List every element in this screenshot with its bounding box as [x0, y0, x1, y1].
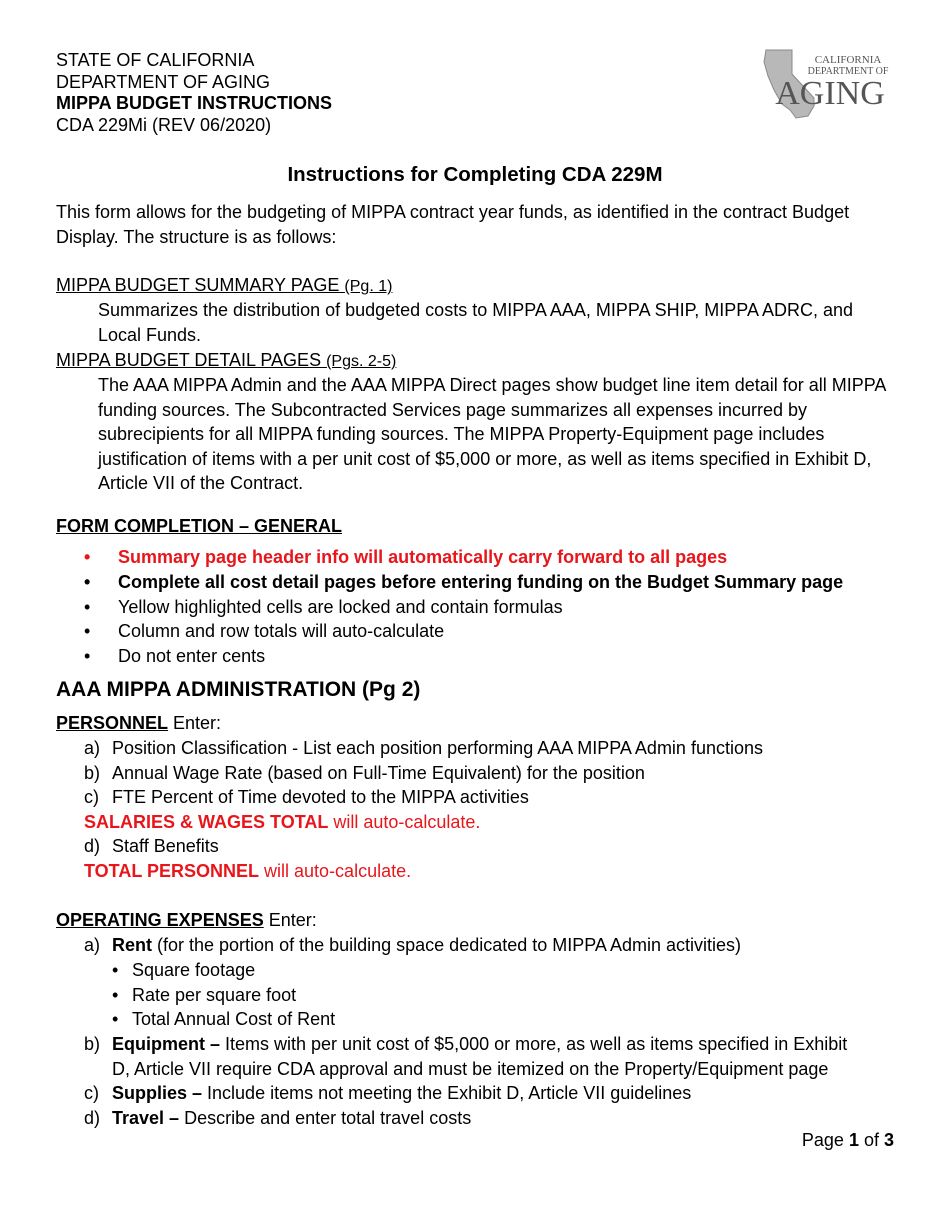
list-item: • Column and row totals will auto-calculate: [84, 619, 843, 644]
summary-heading-text: MIPPA BUDGET SUMMARY PAGE: [56, 275, 340, 295]
salaries-total-label: SALARIES & WAGES TOTAL: [84, 811, 329, 832]
list-item: • Summary page header info will automatically carry forward to all pages: [84, 545, 843, 570]
personnel-enter: Enter:: [168, 713, 222, 733]
operating-list-rest: [84, 1032, 847, 1130]
logo-text-main: AGING: [775, 75, 885, 112]
list-item: • Complete all cost detail pages before entering funding on the Budget Summary page: [84, 570, 843, 595]
list-item: [84, 834, 763, 859]
list-text: Staff Benefits: [112, 836, 219, 857]
list-label: b): [84, 762, 101, 783]
travel-label: Travel –: [112, 1107, 180, 1128]
header-form-number: CDA 229Mi (REV 06/2020): [56, 114, 272, 135]
supplies-label: Supplies –: [112, 1083, 203, 1104]
personnel-list: [84, 736, 763, 884]
list-text: Position Classification - List each position performing AAA MIPPA Admin functions: [112, 738, 763, 758]
summary-heading: [56, 273, 392, 300]
total-personnel-rest: will auto-calculate.: [259, 860, 412, 881]
list-label: b): [84, 1034, 101, 1054]
cda-logo: [752, 46, 892, 122]
list-item: [84, 1032, 847, 1057]
header-department: DEPARTMENT OF AGING: [56, 71, 271, 92]
salaries-total-rest: will auto-calculate.: [328, 811, 481, 832]
logo-text-top: CALIFORNIA: [814, 54, 882, 66]
operating-enter: Enter:: [263, 910, 317, 930]
list-item: [84, 1081, 847, 1106]
page-word: Page: [801, 1130, 849, 1150]
total-personnel-label: TOTAL PERSONNEL: [84, 860, 260, 881]
rent-text: (for the portion of the building space dedicated to MIPPA Admin activities): [152, 935, 741, 955]
list-text: FTE Percent of Time devoted to the MIPPA activities: [112, 787, 529, 808]
page-current: 1: [848, 1130, 859, 1150]
california-state-icon: [752, 46, 892, 122]
list-item: • Total Annual Cost of Rent: [112, 1007, 335, 1032]
page-of: of: [858, 1130, 884, 1150]
list-item: • Yellow highlighted cells are locked and contain formulas: [84, 595, 843, 620]
operating-heading: [56, 908, 317, 933]
detail-heading: [56, 348, 396, 375]
list-label: a): [84, 738, 101, 758]
list-item: • Rate per square foot: [112, 983, 335, 1008]
list-item: [84, 1106, 847, 1131]
rent-label: Rent: [112, 935, 152, 955]
list-item: [84, 933, 741, 958]
logo-text-mid: DEPARTMENT OF: [807, 66, 889, 77]
header-state: STATE OF CALIFORNIA: [56, 50, 255, 70]
list-item: • Square footage: [112, 958, 335, 983]
total-personnel-note: [84, 859, 763, 884]
detail-heading-text: MIPPA BUDGET DETAIL PAGES: [56, 350, 322, 370]
rent-sublist: [112, 958, 335, 1032]
operating-heading-text: OPERATING EXPENSES: [56, 910, 264, 930]
page-total: 3: [883, 1130, 894, 1150]
intro-paragraph: This form allows for the budgeting of MIPPA contract year funds, as identified in the contract Budget Display. The structure is as follows:: [56, 202, 850, 247]
operating-list-rent: [84, 933, 741, 958]
list-item: [84, 736, 763, 761]
detail-text: The AAA MIPPA Admin and the AAA MIPPA Direct pages show budget line item detail for all MIPPA funding sources. The Subcontracted Services page summarizes all expenses incurred by subrecipients for all MIPPA funding sources. The MIPPA Property-Equipment page includes justification of items with a per unit cost of $5,000 or more, as well as items specified in Exhibit D, Article VII of the Contract.: [98, 375, 886, 493]
list-text: Annual Wage Rate (based on Full-Time Equivalent) for the position: [112, 762, 645, 783]
list-label: d): [84, 1107, 101, 1128]
detail-heading-pages: (Pgs. 2-5): [326, 353, 397, 370]
header-doc-title: MIPPA BUDGET INSTRUCTIONS: [56, 93, 333, 113]
list-label: c): [84, 787, 99, 808]
list-item-continuation: [84, 1057, 847, 1082]
list-item: [84, 761, 763, 786]
equipment-label: Equipment –: [112, 1034, 221, 1054]
personnel-heading-text: PERSONNEL: [56, 713, 169, 733]
page-title: Instructions for Completing CDA 229M: [287, 163, 663, 186]
list-label: d): [84, 836, 101, 857]
list-item: [84, 785, 763, 810]
document-header: [56, 50, 332, 136]
admin-section-heading: AAA MIPPA ADMINISTRATION (Pg 2): [56, 678, 421, 701]
equipment-text: Items with per unit cost of $5,000 or more, as well as items specified in Exhibit: [220, 1034, 848, 1054]
list-label: a): [84, 935, 101, 955]
salaries-total-note: [84, 810, 763, 835]
equipment-text-cont: D, Article VII require CDA approval and must be itemized on the Property/Equipment page: [112, 1058, 829, 1079]
form-completion-list: [84, 545, 843, 669]
form-completion-heading: FORM COMPLETION – GENERAL: [56, 516, 343, 536]
personnel-heading: [56, 711, 221, 736]
list-label: c): [84, 1083, 99, 1104]
page-number: [802, 1130, 894, 1151]
supplies-text: Include items not meeting the Exhibit D, Article VII guidelines: [202, 1083, 692, 1104]
summary-heading-pages: (Pg. 1): [344, 278, 393, 295]
travel-text: Describe and enter total travel costs: [179, 1107, 472, 1128]
list-item: • Do not enter cents: [84, 644, 843, 669]
summary-text: Summarizes the distribution of budgeted costs to MIPPA AAA, MIPPA SHIP, MIPPA ADRC, and Local Funds.: [98, 300, 854, 345]
